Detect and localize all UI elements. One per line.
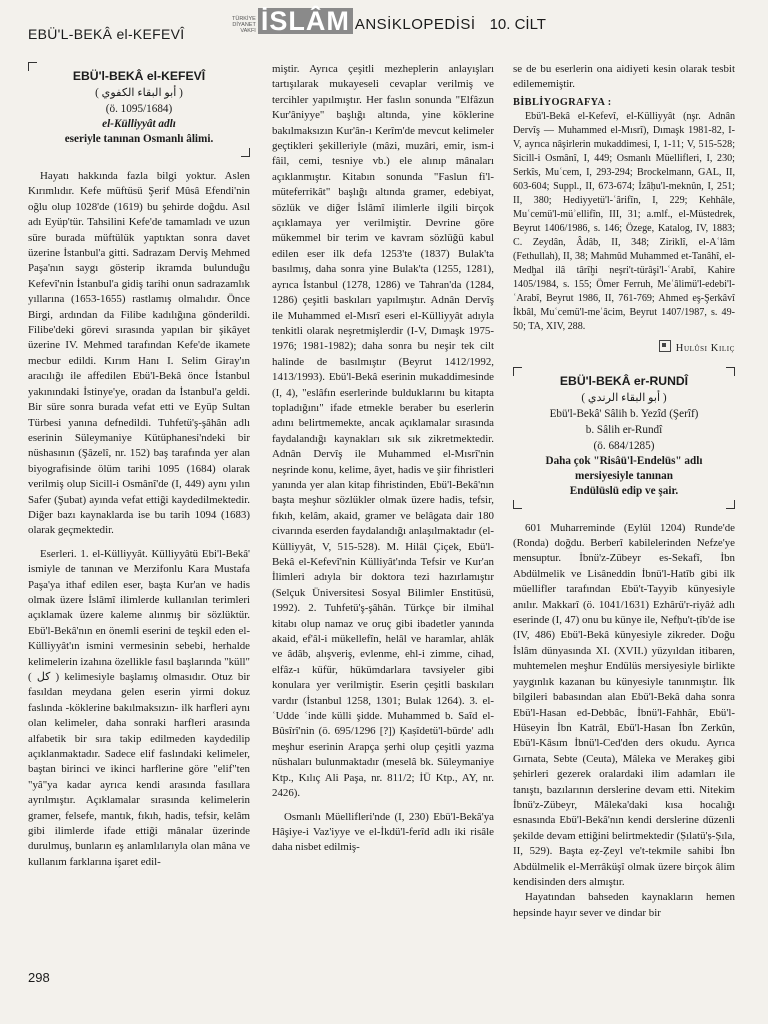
body-paragraph: Osmanlı Müellifleri'nde (I, 230) Ebü'l-Bekâ'ya Hâşiye-i Vaz'iyye ve el-İkdü'l-ferîd adlı iki risâle daha nisbet edilmiş- bbox=[272, 810, 494, 854]
body-paragraph: miştir. Ayrıca çeşitli mezheplerin anlayışları tartışılarak mukayeseli cevaplar verilmiş ve tercihler yapılmıştır. Her faslın sonunda "Elfâzun Kur'âniyye" başlığı altında, yine köklerine bakılmaksızın Kur'ân-ı Kerîm'de mevcut kelimeler geçtikleri şekilleriyle (mâzi, muzâri, emir, ism-i fâil, cemi, tesniye vb.) ele alınıp mânaları açıklanmıştır. Kitabın sonunda "Faslun fi'l-müteferrikât" başlığı altında gramer, edebiyat, sözlük ve diğer İslâmî ilimlerle ilgili birçok açıklamaya yer verilmiştir. Devrine göre mükemmel bir terim ve kavram sözlüğü kabul edilen eser ilk defa 1253'te (1837) Bulak'ta basılmış, daha sonra yine Bulak'ta (1255, 1281), ayrıca İstanbul (1278, 1286) ve Tahran'da (1284, 1286) çeşitli baskıları yapılmıştır. Adnân Dervîş ile Muhammed el-Mısrî eseri el-Külliyyât adıyla tenkitli olarak neşretmişlerdir (I-V, Dımaşk 1975-1976; 1981-1982); daha sonra bu neşir tek cilt halinde de basılmıştır (Beyrut 1412/1992, 1413/1993). Ebü'l-Bekâ eserinin mukaddimesinde (I, 4), "eslâfın eserlerinde bulduklarını bu kitapta topladığını" ifade etmekle beraber bu eserlerin adını belirtmemekte, ancak açıklamalar sırasında faydalandığı kaynakları sık sık zikretmektedir. Adnân Dervîş ile Muhammed el-Mısrî'nin neşrinde konu, kelime, âyet, hadis ve şiir fihristleri yanında yer alan kitap fihristinden, Ebü'l-Bekâ'nın başta meşhur sözlükler olmak üzere hadis, tefsir, fıkıh, kelâm, akaid, gramer ve belâgata dair 180 civarında eserden faydalandığı anlaşılmaktadır (el-Külliyyât, V, 515-528). M. Hilâl Çiçek, Ebü'l-Bekâ el-Kefevî'nin Külliyât'ında Tefsir ve Kur'an İlimleri adıyla bir doktora tezi hazırlamıştır (Selçuk Üniversitesi Sosyal Bilimler Enstitüsü, 1992). 2. Tuhfetü'ş-şâhân. Türkçe bir ilmihal kitabı olup namaz ve oruç gibi ibadetler yanında akaid, ef'âl-i mükellefîn, helâl ve haramlar, ahlâk ve âdâb, alışveriş, evlenme, ehl-i zimme, cihad, elfâz-ı küfür, hükümdarlara tavsiyeler gibi konulara yer verilmiştir. Eserin çeşitli baskıları vardır (İstanbul 1258, 1301; Bulak 1264). 3. el-ʿUdde ʿinde külli şidde. Muhammed b. Saîd el-Bûsîrî'nin (ö. 695/1296 [?]) Ḳaṣîdetü'l-bürde' adlı meşhur eserinin Arapça şerhi olup çeşitli yazma nüshaları bulunmaktadır (meselâ bk. Süleymaniye Ktp., Kılıç Ali Paşa, nr. 811/2; İÜ Ktp., AY, nr. 2426). bbox=[272, 63, 494, 800]
entry-title: EBÜ'l-BEKÂ el-KEFEVÎ bbox=[72, 69, 206, 83]
entry-description: eseriyle tanınan Osmanlı âlimi. bbox=[64, 133, 214, 145]
running-title: EBÜ'L-BEKÂ el-KEFEVÎ bbox=[28, 26, 185, 42]
entry-full-name: b. Sâlih er-Rundî bbox=[585, 423, 663, 436]
body-paragraph: 601 Muharreminde (Eylül 1204) Runde'de (Ronda) doğdu. Berberî kabilelerinden Nefze'ye mensuptur. İbnü'z-Zübeyr es-Sekafî, İbn Abdülmelik ve Lisâneddin İbnü'l-Hatîb gibi ilk müellifler tarafından Ebü't-Tayyib künyesiyle anılır. Makkarî (ö. 1041/1631) Ezhârü'r-riyâż adlı eserinde (I, 47) onu bu künye ile, Nefḥu't-ṭîb'de ise (IV, 486) Ebü'l-Bekâ künyesiyle zikreder. Doğu İslâm dünyasında XI. (XVII.) yüzyıldan itibaren, muhtemelen meşhur Endülüs mersiyesiyle birlikte yaygınlık kazanan bu künyesiyle tanınmıştır. İlk bilgileri babasından alan Ebü'l-Bekâ daha sonra Ebü'l-Hasan ed-Debbâc, İbnü'l-Fahhâr, Ebü'l-Hüseyin İbn Katrâl, Ebü'l-Hasan İbn Zerkûn, Ebü'l-Kâsım İbnü'l-Ced'den ders okudu. Ayrıca Gırnata, Sebte (Ceuta), Mâleka ve Merakeş gibi şehirleri gezerek oralardaki ilim adamları ile tanıştı, bazılarının derslerine devam etti. Nitekim İbnü'z-Zübeyr, Mâleka'daki kısa hocalığı esnasında Ebü'l-Bekâ'nın kendi derslerine düzenli şekilde devam ettiğini belirtmektedir (Ṣılatü'ṣ-Ṣıla, II, 529). Başta eẓ-Ẓeyl ve't-tekmile sahibi İbn Abdülmelik el-Merrâküşî olmak üzere birçok âlim kendisinden ders almıştır. bbox=[513, 521, 735, 888]
body-paragraph: Hayatı hakkında fazla bilgi yoktur. Aslen Kırımlıdır. Kefe müftüsü Şerif Mûsâ Efendi'nin oğlu olup 1028'de (1619) bu şehirde doğdu. Asıl adı Eyüp'tür. Tahsilini Kefe'de tamamladı ve uzun süre burada müftülük yaptıktan sonra davet üzerine İstanbul'a gitti. Sadrazam Derviş Mehmed Paşa'nın saygı gösterip ikramda bulunduğu Kefevî'nin İstanbul'a gidiş tarihi onun sadrazamlık yıllarına (1653-1655) rastlamış olmalıdır. Önce Birgi, ardından da Filibe kadılığına gönderildi. Filibe'deki görevi sırasında yapılan bir şikâyet üzerine IV. Mehmed tarafından Kefe'de ikamete mecbur edildi. Kırım Hanı I. Selim Giray'ın aracılığı ile affedilen Ebü'l-Bekâ önce İstanbul yakınındaki İstinye'ye, oradan da İstanbul'a geldi. Bir süre sonra burada vefat etti ve Eyüp Sultan Türbesi yanına defnedildi. Tuhfetü'ş-şâhân adlı eserinin Süleymaniye Kütüphanesi'ndeki bir nüshasının (Şâzelî, nr. 152) baş tarafında yer alan biyografisinde ölüm tarihi 1095 (1684) olarak verilmiş olup Sicill-i Osmânî'de (I, 449) aynı yılın Safer (Şubat) ayında vefat ettiği kaydedilmektedir. Diğer bazı kaynaklarda ise bu tarih 1094 (1683) olarak geçmektedir. bbox=[28, 170, 250, 537]
bibliography-text: Ebü'l-Bekâ el-Kefevî, el-Külliyyât (nşr. Adnân Dervîş — Muhammed el-Mısrî), Dımaşk 1981-82, I-V, ayrıca nâşirlerin mukaddimesi, I, 1-11; V, 515-528; Sicill-i Osmânî, I, 449; Osmanlı Müellifleri, I, 230; Serkîs, Muʿcem, I, 293-294; Brockelmann, GAL, II, 603-604; Suppl., II, 673-674; İzâḥu'l-meknûn, I, 251; II, 380; Hediyyetü'l-ʿârifîn, I, 229; Kehhâle, Muʿcemü'l-müʾellifîn, III, 31; a.mlf., el-Müstedrek, Beyrut 1406/1986, s. 146; Özege, Katalog, IV, 1883; C. Zeydân, Âdâb, II, 348; Ziriklî, el-Aʿlâm (Fethullah), II, 38; Mahmûd Muhammed et-Tanâhî, el-Medḫal ilâ târîḫi neşri't-türâşi'l-ʿArabî, Kahire 1405/1984, s. 155; Ömer Ferruh, Meʿâlimü'l-edebi'l-ʿArabî, Beyrut 1986, II, 761-769; Ahmed eş-Şerkâvî İkbâl, Muʿcemü'l-meʿâcim, Beyrut 1407/1987, s. 49-50; TA, XIV, 288. bbox=[513, 111, 735, 333]
author-mark-icon bbox=[659, 340, 671, 352]
corner-bracket bbox=[241, 148, 250, 157]
publication-brand bbox=[232, 8, 546, 34]
corner-bracket bbox=[726, 367, 735, 376]
entry-arabic-name: ( أبو البقاء الرندي ) bbox=[581, 391, 667, 404]
body-paragraph: Hayatından bahseden kaynakların hemen hepsinde hayır sever ve dindar bir bbox=[513, 891, 735, 919]
entry-header-rundi bbox=[513, 367, 735, 509]
brand-ansiklopedisi: ANSİKLOPEDİSİ bbox=[354, 16, 476, 33]
entry-arabic-name: ( أبو البقاء الكفوي ) bbox=[95, 87, 183, 99]
entry-description: el-Külliyyât adlı bbox=[102, 118, 176, 130]
brand-publisher: TÜRKİYE DİYANET VAKFI bbox=[232, 16, 256, 34]
column-1 bbox=[28, 62, 250, 870]
column-3 bbox=[513, 62, 735, 921]
entry-full-name: Ebü'l-Bekâ' Sâlih b. Yezîd (Şerîf) bbox=[549, 407, 699, 420]
column-2 bbox=[272, 62, 494, 856]
entry-death-date: (ö. 684/1285) bbox=[593, 439, 655, 452]
entry-death-date: (ö. 1095/1684) bbox=[105, 103, 173, 115]
body-paragraph: Eserleri. 1. el-Külliyyât. Külliyyâtü Ebi'l-Bekâ' ismiyle de tanınan ve Merzifonlu Kara Mustafa Paşa'ya ithaf edilen eser, başta Kur'an ve hadis olmak üzere İslâmî ilimlerde kullanılan terimleri açıklamak üzere kaleme alınmış bir sözlüktür. Ebü'l-Bekâ'nın en önemli eserini de teşkil eden el-Külliyyât'ın ismini vermesinin sebebi, herhalde kelimelerin izahına özellikle fasıl başlarında "küll" ( كل ) kelimesiyle başlamış olmasıdır. Otuz bir fasıldan meydana gelen eserin yirmi dokuz faslında -köklerine bakılmaksızın- ilk harfleri aynı olan kelimeler, daha sonraki harfleri arasında alfabetik bir sıra takip edilmeden kaydedilip açıklanmaktadır. Sadece elif faslındaki kelimeler, baştan birinci ve ikinci harflerine göre "elif"ten "yâ"ya kadar ayrıca kendi arasında fasıllara ayrılmıştır. Açıklamalar sırasında kelimelerin gramer, felsefe, mantık, fıkıh, hadis, tefsir, kelâm gibi ilimlerde ifade ettiği mânalar üzerinde durulmuş, bunların eş anlamlılarıyla olan mâna ve kullanım farklarına işaret edil- bbox=[28, 547, 250, 868]
corner-bracket bbox=[513, 500, 522, 509]
body-paragraph: se de bu eserlerin ona aidiyeti kesin olarak tesbit edilememiştir. bbox=[513, 63, 735, 91]
author-signature bbox=[513, 340, 735, 356]
entry-title: EBÜ'l-BEKÂ er-RUNDÎ bbox=[559, 373, 689, 388]
corner-bracket bbox=[513, 367, 522, 376]
page-number: 298 bbox=[28, 970, 50, 985]
corner-bracket bbox=[726, 500, 735, 509]
entry-description: Endülüslü edip ve şair. bbox=[569, 484, 679, 497]
author-name: Hulûsi Kılıç bbox=[675, 343, 735, 355]
volume-label: 10. CİLT bbox=[489, 16, 546, 33]
bibliography-heading: BİBLİYOGRAFYA : bbox=[513, 96, 612, 108]
entry-header-kefevi bbox=[28, 62, 250, 157]
brand-islam-logo: İSLÂM bbox=[258, 8, 353, 34]
entry-description: mersiyesiyle tanınan bbox=[575, 469, 673, 482]
corner-bracket bbox=[28, 62, 37, 71]
entry-description: Daha çok "Risâü'l-Endelüs" adlı bbox=[545, 454, 703, 467]
